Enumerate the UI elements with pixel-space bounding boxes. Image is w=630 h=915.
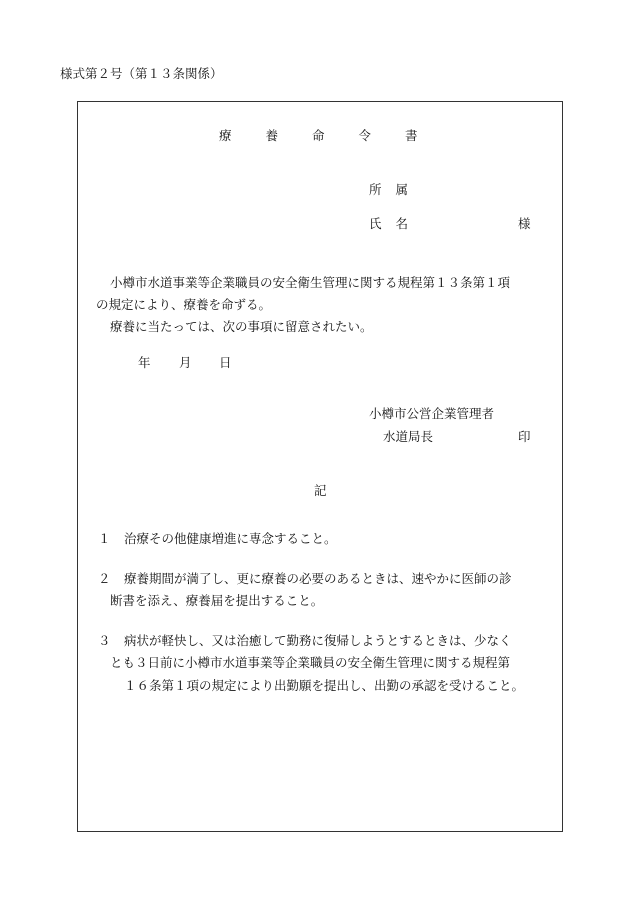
date-year: 年 — [138, 355, 151, 370]
item-line: 治療その他健康増進に専念すること。 — [124, 531, 337, 546]
issuer-org: 小樽市公営企業管理者 — [369, 406, 495, 421]
body-line-2: の規定により、療養を命ずる。 — [96, 297, 272, 312]
form-frame — [77, 101, 563, 832]
item-line: 病状が軽快し、又は治癒して勤務に復帰しようとするときは、少なく — [124, 633, 512, 648]
body-line-1: 小樽市水道事業等企業職員の安全衛生管理に関する規程第１３条第１項 — [110, 275, 511, 290]
date-month: 月 — [179, 355, 192, 370]
document-title: 療養命令書 — [219, 128, 452, 143]
date-day: 日 — [219, 355, 232, 370]
issuer-title: 水道局長 — [383, 429, 434, 444]
affiliation-label: 所属 — [369, 182, 423, 197]
item-number: ２ — [98, 571, 111, 586]
ki-heading: 記 — [314, 483, 327, 498]
body-line-3: 療養に当たっては、次の事項に留意されたい。 — [110, 319, 373, 334]
form-number-label: 様式第２号（第１３条関係） — [60, 66, 223, 81]
item-line: １６条第１項の規定により出勤願を提出し、出勤の承認を受けること。 — [124, 678, 525, 693]
item-line: 断書を添え、療養届を提出すること。 — [110, 593, 324, 608]
name-label: 氏名 — [369, 216, 423, 231]
item-number: １ — [98, 531, 111, 546]
seal-mark: 印 — [518, 429, 531, 444]
item-line: 療養期間が満了し、更に療養の必要のあるときは、速やかに医師の診 — [124, 571, 512, 586]
item-line: とも３日前に小樽市水道事業等企業職員の安全衛生管理に関する規程第 — [110, 655, 511, 670]
honorific: 様 — [518, 216, 531, 231]
item-number: ３ — [98, 633, 111, 648]
